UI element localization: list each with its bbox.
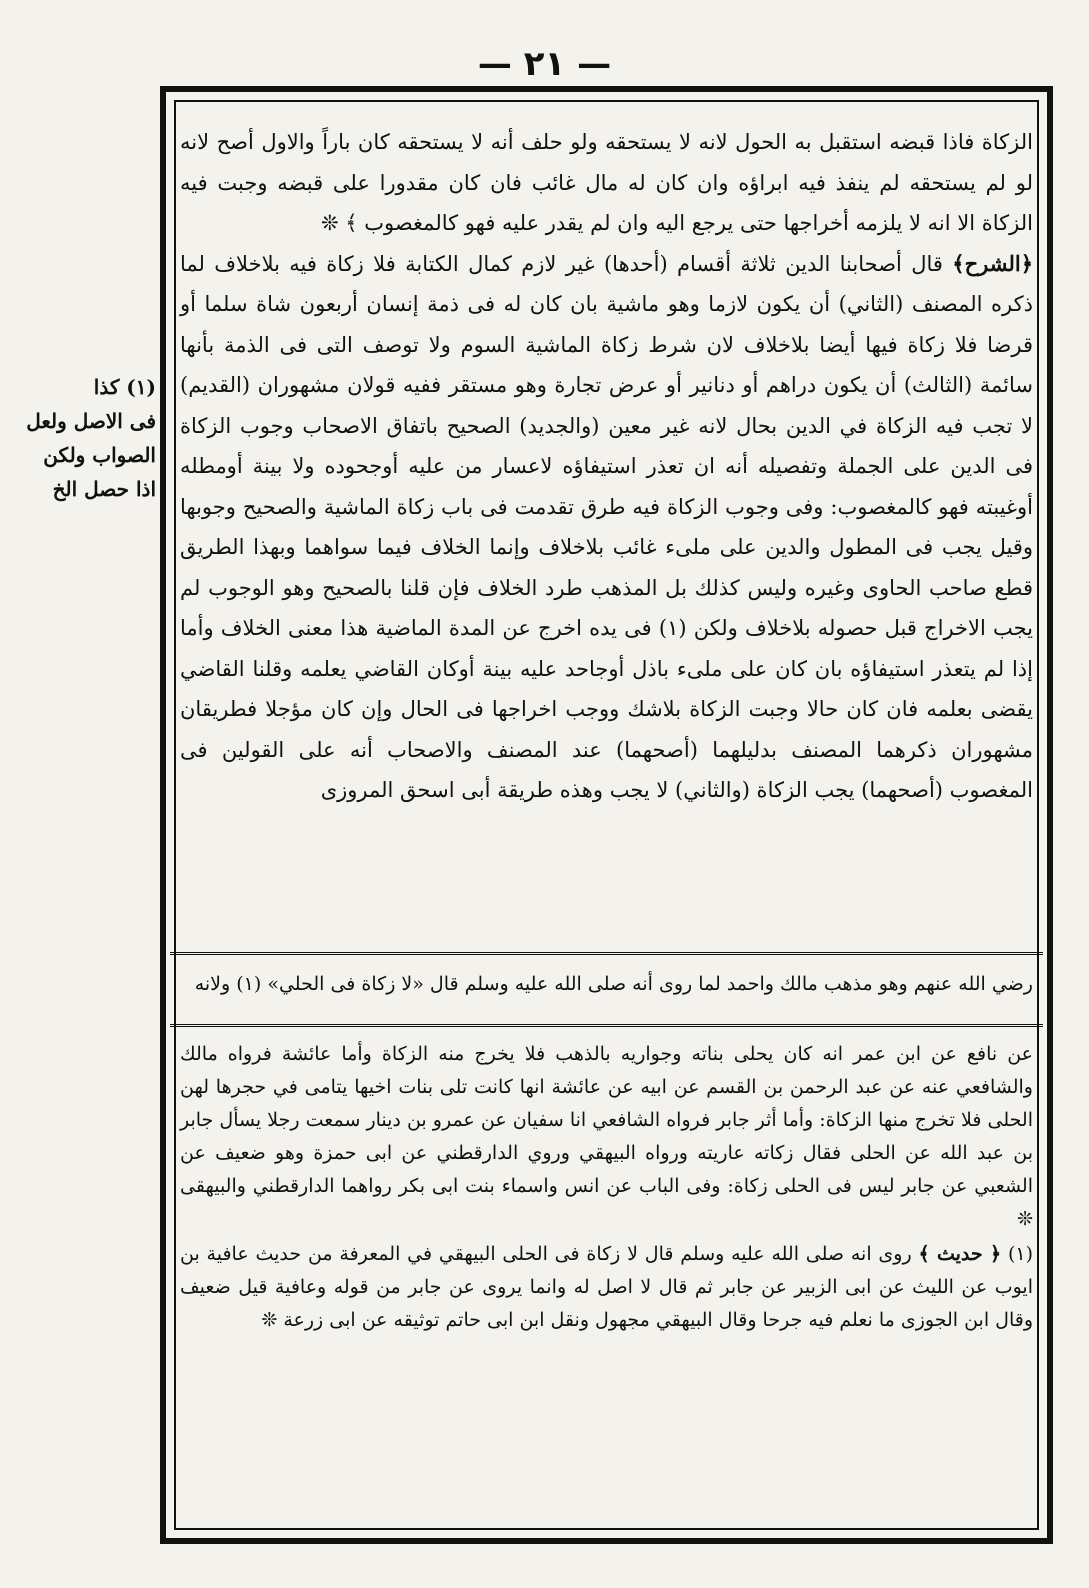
margin-note-line: اذا حصل الخ <box>52 477 156 501</box>
page-number: — ٢١ — <box>477 44 612 84</box>
margin-note <box>6 370 156 506</box>
main-paragraph-2 <box>180 244 1033 811</box>
footnote-text: روى انه صلى الله عليه وسلم قال لا زكاة فى الحلى البيهقي في المعرفة من حديث عافية بن ايوب عن الليث عن ابى الزبير عن جابر ثم قال لا اصل له وانما يروى عن جابر من قوله وعافية قيل ضعيف وقال ابن الجوزى ما نعلم فيه جرحا وقال البيهقي مجهول ونقل ابن ابى حاتم توثيقه عن ابى زرعة ❊ <box>180 1243 1033 1331</box>
footnote-strip <box>180 964 1033 1004</box>
section-divider <box>170 1024 1043 1027</box>
margin-note-line: الصواب ولكن <box>43 443 156 467</box>
page-frame <box>160 86 1053 1544</box>
main-paragraph-1: الزكاة فاذا قبضه استقبل به الحول لانه لا يستحقه ولو حلف أنه لا يستحقه كان باراً والاول أصح لانه لو لم يستحقه لم ينفذ فيه ابراؤه وان كان له مال غائب فان كان مقدورا على قبضه وجبت فيه الزكاة الا انه لا يلزمه أخراجها حتى يرجع اليه وان لم يقدر عليه فهو كالمغصوب ﴾ ❊ <box>180 130 1033 235</box>
margin-note-line: (١) كذا <box>93 375 156 399</box>
margin-note-line: فى الاصل ولعل <box>26 409 156 433</box>
commentary-text: قال أصحابنا الدين ثلاثة أقسام (أحدها) غير لازم كمال الكتابة فلا زكاة فيه بلاخلاف لما ذكره المصنف (الثاني) أن يكون لازما وهو ماشية بان كان له فى ذمة إنسان أربعون شاة سلما أو قرضا فلا زكاة فيها أيضا بلاخلاف لان شرط زكاة الماشية السوم ولا توصف التى فى الذمة بأنها سائمة (الثالث) أن يكون دراهم أو دنانير أو عرض تجارة وهو مستقر ففيه قولان مشهوران (القديم) لا تجب فيه الزكاة في الدين بحال لانه غير معين (والجديد) الصحيح باتفاق الاصحاب وجوب الزكاة فى الدين على الجملة وتفصيله أنه ان تعذر استيفاؤه لاعسار من عليه أوجحوده ولا بينة أومطله أوغيبته فهو كالمغصوب: وفى وجوب الزكاة فيه طرق تقدمت فى باب زكاة الماشية والصحيح وجوبها وقيل يجب فى المطول والدين على ملىء غائب بلاخلاف وإنما الخلاف فيما سواهما وبهذا الطريق قطع صاحب الحاوى وغيره وليس كذلك بل المذهب طرد الخلاف فإن قلنا بالصحيح وهو الوجوب لم يجب الاخراج قبل حصوله بلاخلاف ولكن (١) فى يده اخرج عن المدة الماضية هذا معنى الخلاف وأما إذا لم يتعذر استيفاؤه بان كان على ملىء باذل أوجاحد عليه بينة أوكان القاضي يعلمه وقلنا القاضي يقضى بعلمه فان كان حالا وجبت الزكاة بلاشك ووجب اخراجها فى الحال وإن كان مؤجلا فطريقان مشهوران ذكرهما المصنف بدليلهما (أصحهما) عند المصنف والاصحاب أنه على القولين فى المغصوب (أصحهما) يجب الزكاة (والثاني) لا يجب وهذه طريقة أبى اسحق المروزى <box>180 251 1033 802</box>
footnote-strip-text: رضي الله عنهم وهو مذهب مالك واحمد لما روى أنه صلى الله عليه وسلم قال «لا زكاة فى الحلي» (١) ولانه <box>194 973 1033 995</box>
main-text <box>180 122 1033 811</box>
hadith-footnote <box>180 1238 1033 1337</box>
footnote-heading: ﴿ حديث ﴾ <box>918 1243 1002 1265</box>
footnote-marker: (١) <box>1007 1243 1033 1265</box>
hadith-section <box>180 1038 1033 1337</box>
section-divider <box>170 952 1043 955</box>
commentary-heading: ﴿الشرح﴾ <box>952 250 1033 276</box>
hadith-text: عن نافع عن ابن عمر انه كان يحلى بناته وجواريه بالذهب فلا يخرج منه الزكاة وأما عائشة فرواه مالك والشافعي عنه عن عبد الرحمن بن القسم عن ابيه عن عائشة انها كانت تلى بنات اخيها يتامى في حجرها لهن الحلى فلا تخرج منها الزكاة: وأما أثر جابر فرواه الشافعي انا سفيان عن عمرو بن دينار سمعت رجلا يسأل جابر بن عبد الله عن الحلى فقال زكاته عاريته ورواه البيهقي وروي الدارقطني عن ابى حمزة وهو ضعيف عن الشعبي عن جابر ليس فى الحلى زكاة: وفى الباب عن انس واسماء بنت ابى بكر رواهما الدارقطني والبيهقى ❊ <box>180 1043 1033 1230</box>
